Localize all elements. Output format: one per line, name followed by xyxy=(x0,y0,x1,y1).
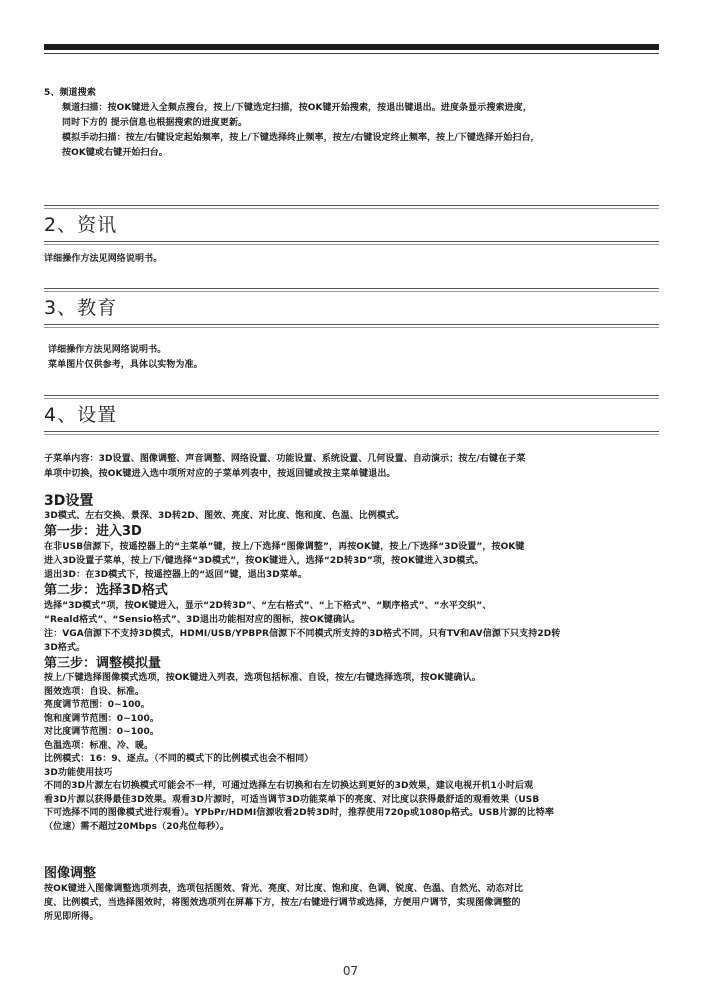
education-body xyxy=(44,343,659,373)
step3-line: （位速）需不超过20Mbps（20兆位每秒）。 xyxy=(44,821,230,832)
step3-line: 饱和度调节范围：0~100。 xyxy=(44,713,159,724)
news-body xyxy=(44,252,659,267)
step1-title: 第一步：进入3D xyxy=(44,524,142,539)
settings-intro-line: 单项中切换，按OK键进入选中项所对应的子菜单列表中，按返回键或按主菜单键退出。 xyxy=(44,469,396,479)
image-adjust-section xyxy=(44,866,659,924)
channel-search-line: 模拟手动扫描：按左/右键设定起始频率，按上/下键选择终止频率，按左/右键设定终止频率，按上/下键选择开始扫台， xyxy=(62,133,540,143)
step3-line: 色温选项：标准、冷、暖。 xyxy=(44,740,154,751)
channel-search-section xyxy=(44,86,659,161)
step2-title: 第二步：选择3D格式 xyxy=(44,583,168,598)
step3-line: 亮度调节范围：0~100。 xyxy=(44,700,150,710)
step3-line: 不同的3D片源左右切换模式可能会不一样，可通过选择左右切换和右左切换达到更好的3D效果，建议电视开机1小时后观 xyxy=(44,781,534,791)
news-line: 详细操作方法见网络说明书。 xyxy=(44,254,163,264)
step1-line: 退出3D：在3D模式下，按遥控器上的“返回”键，退出3D菜单。 xyxy=(44,570,308,580)
news-heading: 2、资讯 xyxy=(44,214,118,236)
image-adjust-line: 所见即所得。 xyxy=(44,912,99,922)
step3-line: 下可选择不同的图像模式进行观看）。YPbPr/HDMI信源收看2D转3D时，推荐使用720p或1080p格式。USB片源的比特率 xyxy=(44,808,554,818)
settings-intro xyxy=(44,452,659,482)
three-d-section xyxy=(44,492,659,834)
step3-line: 对比度调节范围：0~100。 xyxy=(44,727,159,737)
settings-intro-line: 子菜单内容：3D设置、图像调整、声音调整、网络设置、功能设置、系统设置、几何设置、自动演示；按左/右键在子菜 xyxy=(44,454,526,464)
step1-line: 进入3D设置子菜单，按上/下/键选择“3D模式”，按OK键进入，选择“2D转3D”项，按OK键进入3D模式。 xyxy=(44,556,484,566)
three-d-modes: 3D模式、左右交换、景深、3D转2D、图效、亮度、对比度、饱和度、色温、比例模式。 xyxy=(44,511,405,521)
channel-search-line: 同时下方的 提示信息也根据搜索的进度更新。 xyxy=(62,118,248,128)
step3-line: 3D功能使用技巧 xyxy=(44,767,113,778)
channel-search-title: 5、频道搜索 xyxy=(44,88,96,98)
top-rule-thin xyxy=(44,53,659,54)
step2-line: 注：VGA信源下不支持3D模式，HDMI/USB/YPBPR信源下不同模式所支持的3D格式不同，只有TV和AV信源下只支持2D转 xyxy=(44,629,561,639)
step3-line: 按上/下键选择图像模式选项，按OK键进入列表，选项包括标准、自设，按左/右键选择选项，按OK键确认。 xyxy=(44,673,481,683)
channel-search-line: 按OK键或右键开始扫台。 xyxy=(62,148,168,158)
three-d-title: 3D设置 xyxy=(44,493,94,509)
image-adjust-line: 度、比例模式，当选择图效时，将图效选项列在屏幕下方，按左/右键进行调节或选择，方便用户调节，实现图像调整的 xyxy=(44,898,521,908)
step2-line: 选择“3D模式”项，按OK键进入，显示“2D转3D”、“左右格式”、“上下格式”、“顺序格式”、“水平交织”、 xyxy=(44,601,492,611)
settings-heading: 4、设置 xyxy=(44,404,118,426)
education-heading: 3、教育 xyxy=(44,297,118,319)
settings-heading-block xyxy=(44,395,659,435)
step3-line: 图效选项：自设、标准。 xyxy=(44,686,145,697)
top-rule-thick xyxy=(44,44,659,50)
education-heading-block xyxy=(44,288,659,328)
education-line: 详细操作方法见网络说明书。 xyxy=(48,345,167,355)
channel-search-line: 频道扫描：按OK键进入全频点搜台，按上/下键选定扫描，按OK键开始搜索，按退出键退出。进度条显示搜索进度， xyxy=(62,103,532,113)
step3-line: 比例模式：16：9、逐点。（不同的模式下的比例模式也会不相同） xyxy=(44,754,314,764)
page-number: 07 xyxy=(342,964,359,978)
education-line: 菜单图片仅供参考，具体以实物为准。 xyxy=(48,360,203,370)
step3-title: 第三步：调整模拟量 xyxy=(44,656,162,671)
step3-line: 看3D片源以获得最佳3D效果。观看3D片源时，可适当调节3D功能菜单下的亮度、对比度以获得最舒适的观看效果（USB xyxy=(44,794,540,805)
step2-line: 3D格式。 xyxy=(44,643,86,653)
image-adjust-title: 图像调整 xyxy=(44,866,97,881)
image-adjust-line: 按OK键进入图像调整选项列表，选项包括图效、背光、亮度、对比度、饱和度、色调、锐度、色温、自然光、动态对比 xyxy=(44,884,523,894)
step1-line: 在非USB信源下，按遥控器上的“主菜单”键，按上/下选择“图像调整”，再按OK键，按上/下选择“3D设置”，按OK键 xyxy=(44,542,525,552)
news-heading-block xyxy=(44,205,659,245)
step2-line: “Reald格式”、“Sensio格式”、3D退出功能相对应的图标，按OK键确认。 xyxy=(44,615,361,625)
